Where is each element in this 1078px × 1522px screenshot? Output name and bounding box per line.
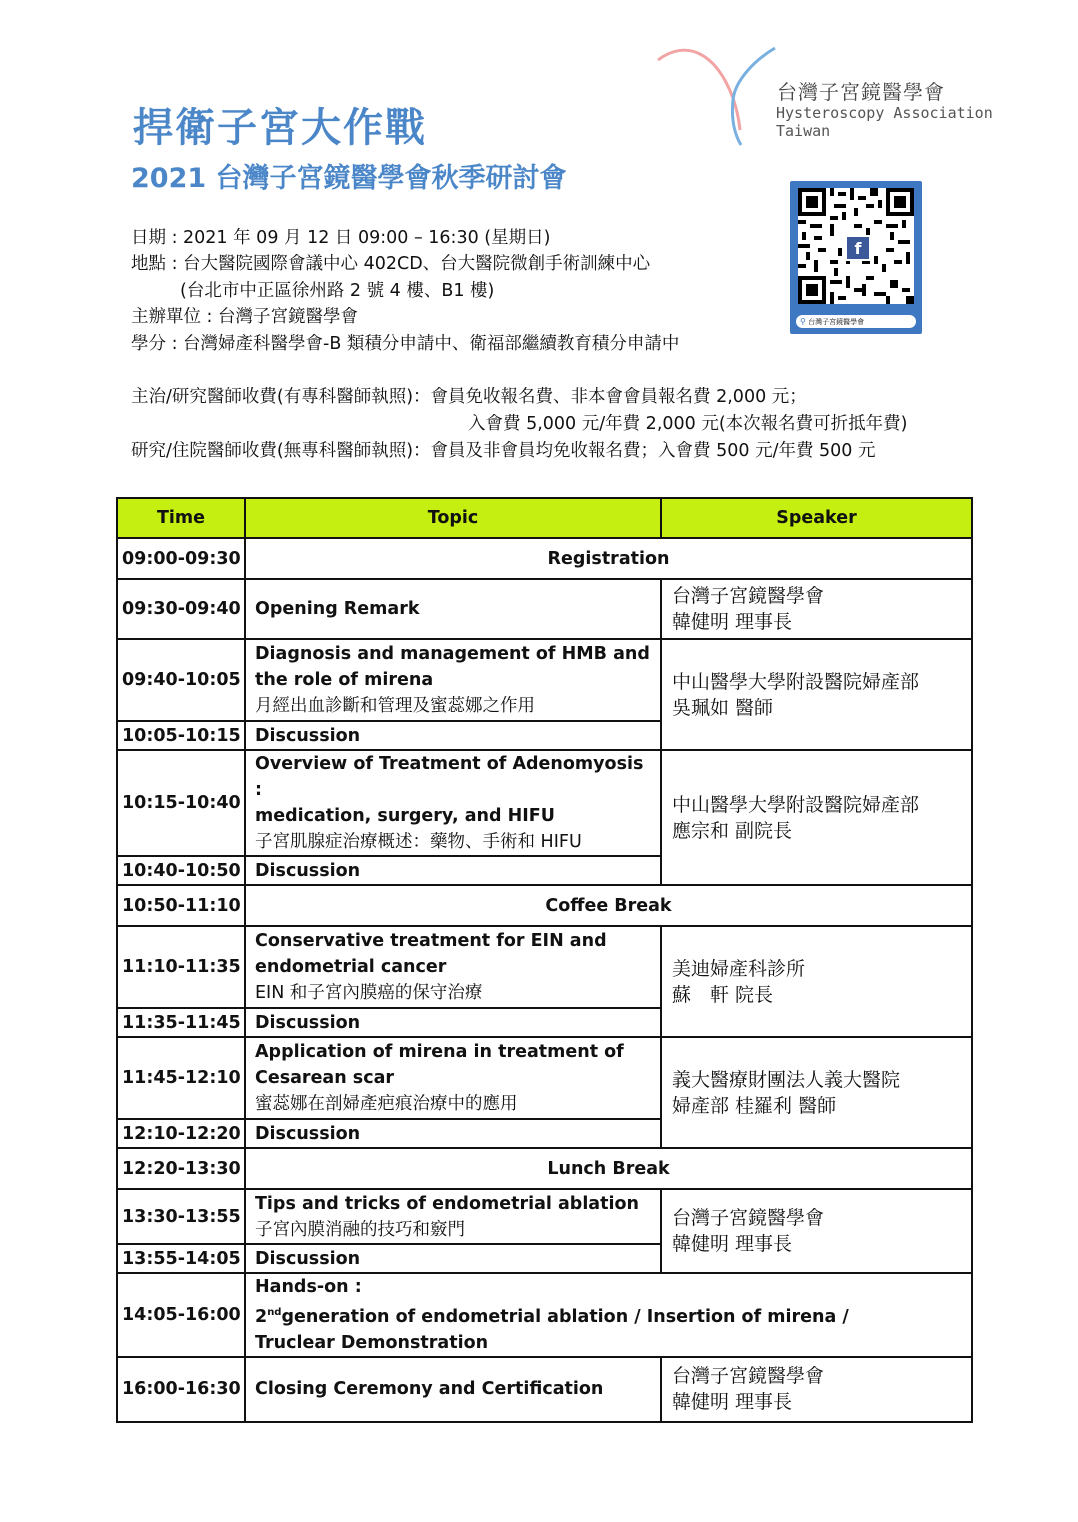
- row-time: 09:40-10:05: [117, 639, 245, 721]
- table-row: [117, 1273, 972, 1357]
- row-topic: [245, 1037, 661, 1119]
- table-row: [117, 1148, 972, 1189]
- row-topic: [245, 1273, 972, 1357]
- qr-caption: 台灣子宮鏡醫學會: [808, 318, 865, 326]
- fee-resident: 研究/住院醫師收費(無專科醫師執照)：會員及非會員均免收報名費；入會費 500 元/年費 500 元: [131, 441, 876, 461]
- row-topic: Opening Remark: [245, 579, 661, 639]
- speaker-org: 台灣子宮鏡醫學會: [672, 585, 825, 607]
- table-row: [117, 1189, 972, 1244]
- table-header-row: [117, 498, 972, 538]
- speaker-org: 台灣子宮鏡醫學會: [672, 1365, 825, 1388]
- header-speaker: Speaker: [661, 498, 972, 538]
- topic-line: Hands-on :: [255, 1277, 362, 1297]
- topic-line-zh: EIN 和子宮內膜癌的保守治療: [255, 983, 483, 1003]
- topic-line: Application of mirena in treatment of: [255, 1042, 624, 1062]
- row-time: 11:10-11:35: [117, 926, 245, 1008]
- table-row: [117, 579, 972, 639]
- row-topic: [245, 750, 661, 856]
- topic-line: Cesarean scar: [255, 1068, 395, 1088]
- event-address: (台北市中正區徐州路 2 號 4 樓、B1 樓): [180, 281, 495, 301]
- qr-code: [798, 188, 914, 304]
- topic-line: Diagnosis and management of HMB and: [255, 644, 650, 664]
- header-time: Time: [117, 498, 245, 538]
- speaker-org: 美迪婦產科診所: [672, 957, 806, 980]
- row-time: 10:05-10:15: [117, 721, 245, 750]
- topic-line: the role of mirena: [255, 670, 434, 690]
- speaker-org: 台灣子宮鏡醫學會: [672, 1207, 825, 1229]
- row-time: 16:00-16:30: [117, 1357, 245, 1422]
- topic-line: Truclear Demonstration: [255, 1332, 489, 1353]
- row-time: 09:00-09:30: [117, 538, 245, 579]
- speaker-name: 應宗和 副院長: [672, 819, 793, 842]
- logo-swoosh-icon: [655, 40, 785, 150]
- table-row: [117, 538, 972, 579]
- logo-name-zh: 台灣子宮鏡醫學會: [777, 80, 945, 104]
- speaker-name: 婦產部 桂羅利 醫師: [672, 1094, 837, 1117]
- topic-line-zh: 蜜蕊娜在剖婦產疤痕治療中的應用: [255, 1094, 518, 1114]
- qr-caption-bar: [796, 315, 916, 328]
- row-speaker: [661, 750, 972, 885]
- header-topic: Topic: [245, 498, 661, 538]
- speaker-name: 吳珮如 醫師: [672, 696, 774, 719]
- row-topic: Discussion: [245, 856, 661, 885]
- row-topic: [245, 639, 661, 721]
- row-time: 12:20-13:30: [117, 1148, 245, 1189]
- schedule-table: [116, 497, 973, 1423]
- topic-line-zh: 子宮肌腺症治療概述：藥物、手術和 HIFU: [255, 832, 582, 852]
- row-topic: Discussion: [245, 721, 661, 750]
- row-speaker: [661, 639, 972, 750]
- row-time: 13:30-13:55: [117, 1189, 245, 1244]
- topic-line: endometrial cancer: [255, 957, 447, 977]
- event-organizer: 主辦單位 : 台灣子宮鏡醫學會: [131, 307, 359, 327]
- fee-attending: 主治/研究醫師收費(有專科醫師執照)：會員免收報名費、非本會會員報名費 2,000 元；: [131, 387, 807, 407]
- topic-line: Overview of Treatment of Adenomyosis :: [255, 754, 644, 800]
- row-time: 12:10-12:20: [117, 1119, 245, 1148]
- row-time: 13:55-14:05: [117, 1244, 245, 1273]
- speaker-org: 義大醫療財團法人義大醫院: [672, 1068, 901, 1091]
- row-time: 14:05-16:00: [117, 1273, 245, 1357]
- row-topic: [245, 926, 661, 1008]
- ordinal-suffix: nd: [267, 1307, 282, 1318]
- row-topic: Discussion: [245, 1008, 661, 1037]
- table-row: [117, 926, 972, 1008]
- table-row: [117, 1037, 972, 1119]
- row-speaker: [661, 1357, 972, 1422]
- row-time: 11:45-12:10: [117, 1037, 245, 1119]
- speaker-name: 韓健明 理事長: [672, 1391, 793, 1414]
- row-time: 10:40-10:50: [117, 856, 245, 885]
- table-row: [117, 885, 972, 926]
- fee-membership: 入會費 5,000 元/年費 2,000 元(本次報名費可折抵年費): [468, 414, 908, 434]
- row-speaker: [661, 926, 972, 1037]
- speaker-name: 韓健明 理事長: [672, 1233, 793, 1255]
- event-credits: 學分 : 台灣婦產科醫學會-B 類積分申請中、衛福部繼續教育積分申請中: [131, 334, 680, 354]
- event-place: 地點 : 台大醫院國際會議中心 402CD、台大醫院微創手術訓練中心: [131, 254, 651, 274]
- row-topic: Registration: [245, 538, 972, 579]
- table-row: [117, 1357, 972, 1422]
- topic-line: Tips and tricks of endometrial ablation: [255, 1193, 639, 1214]
- search-icon: ⚲: [800, 317, 806, 326]
- association-logo: [655, 40, 993, 150]
- row-speaker: [661, 1189, 972, 1273]
- row-time: 10:50-11:10: [117, 885, 245, 926]
- speaker-name: 韓健明 理事長: [672, 611, 793, 633]
- speaker-org: 中山醫學大學附設醫院婦產部: [672, 670, 920, 693]
- row-speaker: [661, 1037, 972, 1148]
- speaker-org: 中山醫學大學附設醫院婦產部: [672, 793, 920, 816]
- row-time: 11:35-11:45: [117, 1008, 245, 1037]
- topic-line: [255, 1300, 962, 1330]
- page-subtitle: 2021 台灣子宮鏡醫學會秋季研討會: [131, 163, 567, 194]
- row-topic: Coffee Break: [245, 885, 972, 926]
- topic-line-zh: 子宮內膜消融的技巧和竅門: [255, 1219, 465, 1240]
- row-topic: Discussion: [245, 1119, 661, 1148]
- row-time: 10:15-10:40: [117, 750, 245, 856]
- logo-name-en-2: Taiwan: [776, 122, 831, 140]
- event-date: 日期 : 2021 年 09 月 12 日 09:00 – 16:30 (星期日): [131, 228, 551, 248]
- row-time: 09:30-09:40: [117, 579, 245, 639]
- speaker-name: 蘇 軒 院長: [672, 983, 774, 1006]
- row-topic: Closing Ceremony and Certification: [245, 1357, 661, 1422]
- topic-line-rest: generation of endometrial ablation / Insertion of mirena /: [281, 1306, 849, 1327]
- row-topic: Lunch Break: [245, 1148, 972, 1189]
- ordinal-number: 2: [255, 1306, 268, 1327]
- page-title: 捍衛子宮大作戰: [133, 105, 427, 151]
- facebook-icon: f: [845, 235, 871, 261]
- row-speaker: [661, 579, 972, 639]
- topic-line: medication, surgery, and HIFU: [255, 806, 555, 826]
- topic-line-zh: 月經出血診斷和管理及蜜蕊娜之作用: [255, 696, 535, 716]
- logo-name-en-1: Hysteroscopy Association: [776, 104, 993, 122]
- topic-line: Conservative treatment for EIN and: [255, 931, 607, 951]
- row-topic: Discussion: [245, 1244, 661, 1273]
- row-topic: [245, 1189, 661, 1244]
- table-row: [117, 750, 972, 856]
- table-row: [117, 639, 972, 721]
- qr-code-card[interactable]: [790, 181, 922, 334]
